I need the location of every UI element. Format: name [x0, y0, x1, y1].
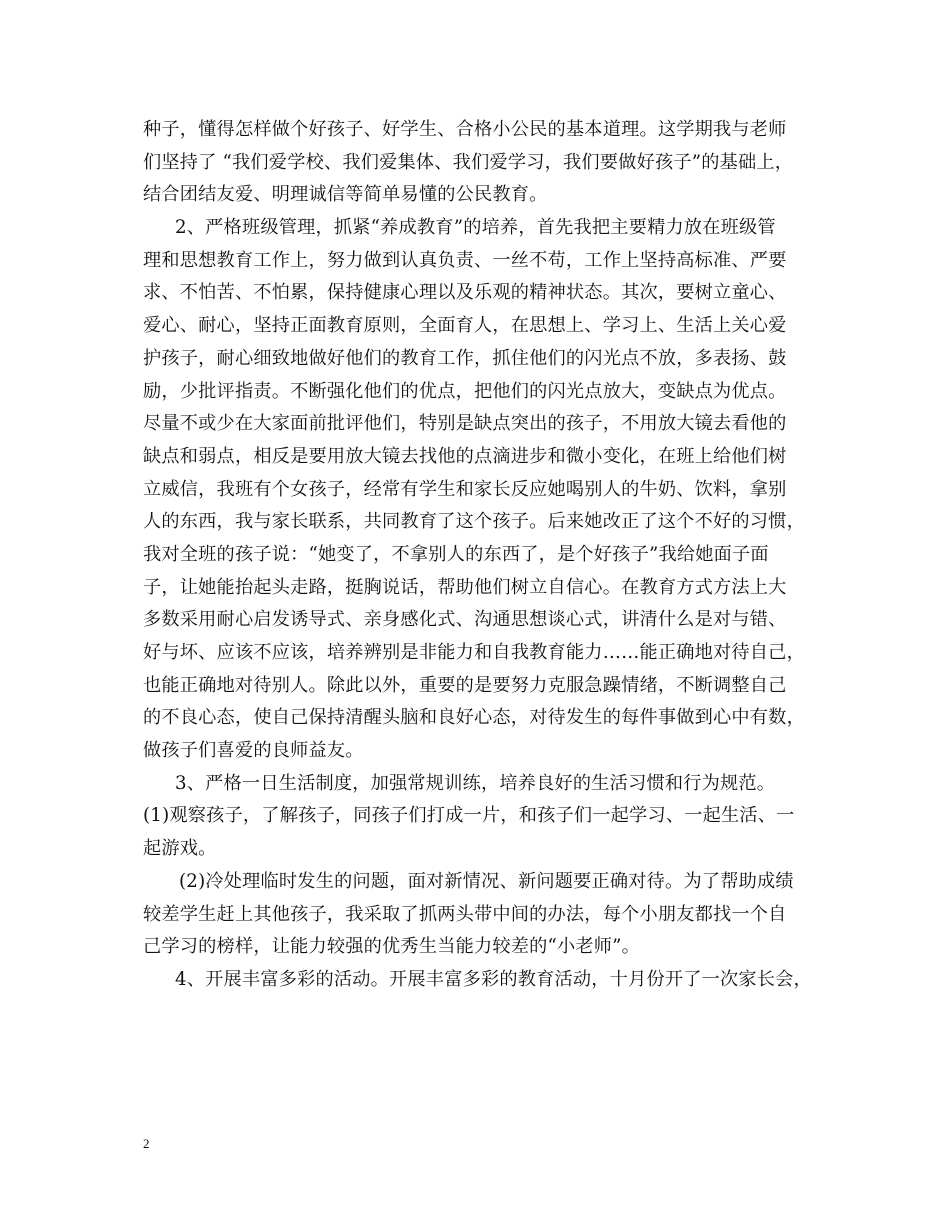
text-line: 子，让她能抬起头走路，挺胸说话，帮助他们树立自信心。在教育方式方法上大: [143, 576, 787, 598]
text-line: 结合团结友爱、明理诚信等简单易懂的公民教育。: [143, 184, 548, 206]
text-line: (1)观察孩子，了解孩子，同孩子们打成一片，和孩子们一起学习、一起生活、一: [143, 805, 795, 827]
paragraph-start-line: 4、开展丰富多彩的活动。开展丰富多彩的教育活动，十月份开了一次家长会，: [175, 968, 812, 990]
text-line: 励，少批评指责。不断强化他们的优点，把他们的闪光点放大，变缺点为优点。: [143, 380, 787, 402]
text-line: 爱心、耐心，坚持正面教育原则，全面育人，在思想上、学习上、生活上关心爱: [143, 315, 787, 337]
text-line: 护孩子，耐心细致地做好他们的教育工作，抓住他们的闪光点不放，多表扬、鼓: [143, 347, 787, 369]
text-line: 起游戏。: [143, 838, 217, 860]
document-body: [143, 114, 813, 997]
text-line: 立威信，我班有个女孩子，经常有学生和家长反应她喝别人的牛奶、饮料，拿别: [143, 478, 787, 500]
paragraph-start-line: (2)冷处理临时发生的问题，面对新情况、新问题要正确对待。为了帮助成绩: [179, 870, 794, 892]
page-number: 2: [143, 1136, 150, 1151]
paragraph-start-line: 2、严格班级管理，抓紧“养成教育”的培养，首先我把主要精力放在班级管: [175, 217, 776, 239]
text-line: 理和思想教育工作上，努力做到认真负责、一丝不苟，工作上坚持高标准、严要: [143, 249, 787, 271]
text-line: 尽量不或少在大家面前批评他们，特别是缺点突出的孩子，不用放大镜去看他的: [143, 413, 787, 435]
text-line: 我对全班的孩子说：“她变了，不拿别人的东西了，是个好孩子”我给她面子面: [143, 543, 769, 565]
text-line: 较差学生赶上其他孩子，我采取了抓两头带中间的办法，每个小朋友都找一个自: [143, 903, 787, 925]
text-line: 做孩子们喜爱的良师益友。: [143, 740, 364, 762]
text-line: 多数采用耐心启发诱导式、亲身感化式、沟通思想谈心式，讲清什么是对与错、: [143, 609, 787, 631]
text-line: 也能正确地对待别人。除此以外，重要的是要努力克服急躁情绪，不断调整自己: [143, 674, 787, 696]
text-line: 的不良心态，使自己保持清醒头脑和良好心态，对待发生的每件事做到心中有数，: [143, 707, 805, 729]
text-line: 种子，懂得怎样做个好孩子、好学生、合格小公民的基本道理。这学期我与老师: [143, 119, 787, 140]
text-line: 们坚持了 “我们爱学校、我们爱集体、我们爱学习，我们要做好孩子”的基础上，: [143, 151, 794, 173]
text-line: 缺点和弱点，相反是要用放大镜去找他的点滴进步和微小变化，在班上给他们树: [143, 445, 787, 467]
text-line: 人的东西，我与家长联系，共同教育了这个孩子。后来她改正了这个不好的习惯，: [143, 511, 805, 533]
text-line: 好与坏、应该不应该，培养辨别是非能力和自我教育能力……能正确地对待自己，: [143, 642, 805, 663]
text-line: 己学习的榜样，让能力较强的优秀生当能力较差的“小老师”。: [143, 936, 641, 958]
paragraph-start-line: 3、严格一日生活制度，加强常规训练，培养良好的生活习惯和行为规范。: [175, 772, 776, 794]
text-line: 求、不怕苦、不怕累，保持健康心理以及乐观的精神状态。其次，要树立童心、: [143, 282, 787, 304]
